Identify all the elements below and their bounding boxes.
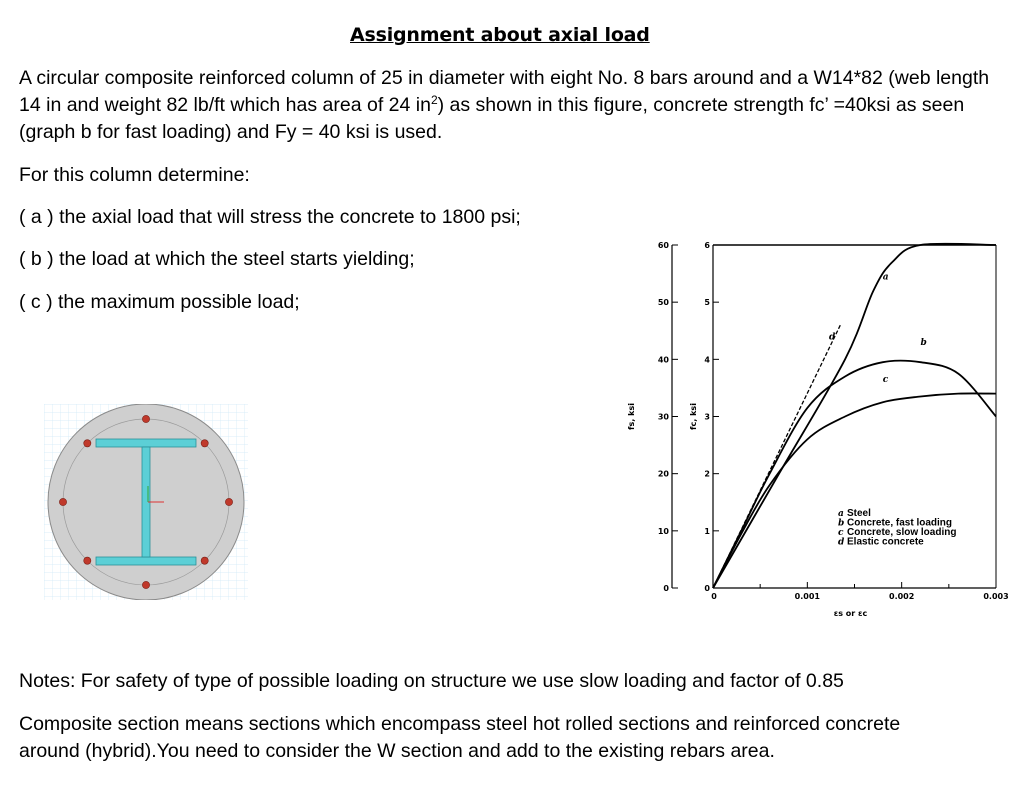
x-tick-label: 0.003 [983,592,1009,601]
left-tick-label: 50 [657,298,669,308]
note-composite: Composite section means sections which encompass steel hot rolled sections and reinforced concrete around (hybrid).You need to consider the W section and add to the existing rebars area. [19,713,901,762]
fc-tick-label: 6 [704,241,710,250]
x-tick-label: 0.001 [794,592,820,601]
legend-text-a: Steel [847,508,871,519]
rebar-dot [201,557,208,564]
legend-text-b: Concrete, fast loading [847,517,953,529]
curve-label-d: d [829,332,836,343]
curve-label-b: b [920,338,927,349]
left-tick-label: 0 [663,584,669,593]
rebar-dot [84,557,91,564]
legend-key-c: c [838,528,844,538]
intro-paragraph [19,65,1009,146]
fc-tick-label: 2 [704,469,710,479]
series-line-c [713,393,996,588]
rebar-dot [142,415,149,422]
fc-tick-label: 4 [704,355,710,365]
legend-key-a: a [838,509,844,519]
legend-text-c: Concrete, slow loading [847,527,957,538]
x-axis [711,582,1008,618]
legend-key-b: b [838,518,845,529]
question-a: ( a ) the axial load that will stress the concrete to 1800 psi; [19,206,521,228]
fc-axis-label: fc, ksi [689,403,698,430]
curve-label-c: c [882,375,889,386]
legend [838,508,956,548]
legend-key-d: d [838,537,845,548]
question-b: ( b ) the load at which the steel starts yielding; [19,248,415,270]
left-tick-label: 10 [657,526,669,536]
right-axis [689,241,719,593]
left-tick-label: 40 [657,355,669,365]
x-tick-label: 0 [711,592,717,601]
rebar-dot [225,498,232,505]
intro-superscript: 2 [430,93,438,107]
x-axis-label: εs or εc [833,609,868,618]
page-title: Assignment about axial load [350,24,650,46]
fc-tick-label: 5 [704,298,710,308]
fc-tick-label: 3 [704,412,710,422]
left-tick-label: 30 [657,412,669,422]
rebar-dot [142,581,149,588]
column-section-figure [44,404,248,600]
rebar-dot [201,440,208,447]
fc-tick-label: 0 [704,584,710,593]
x-tick-label: 0.002 [889,592,915,601]
stress-strain-chart [612,238,1022,624]
left-axis [627,241,678,593]
rebar-dot [84,440,91,447]
intro-text-1: A circular composite reinforced column of 25 in diameter with eight No. 8 bars around and a W14*82 (web length 14 in and weight 82 lb/ft which has area of 24 in [19,67,990,116]
rebar-dot [59,498,66,505]
legend-text-d: Elastic concrete [847,536,924,548]
series-line-d [713,325,840,588]
left-tick-label: 60 [657,241,669,250]
prompt-line: For this column determine: [19,164,250,186]
left-tick-label: 20 [657,469,669,479]
intro-text-2: ) as shown in this figure, concrete strength fc’ =40ksi as seen (graph b for fast loading) and Fy = 40 ksi is used. [19,94,965,143]
question-c: ( c ) the maximum possible load; [19,291,300,313]
curve-label-a: a [882,272,889,283]
left-axis-label: fs, ksi [627,403,636,430]
note-safety: Notes: For safety of type of possible loading on structure we use slow loading and factor of 0.85 [19,670,844,692]
fc-tick-label: 1 [704,526,710,536]
